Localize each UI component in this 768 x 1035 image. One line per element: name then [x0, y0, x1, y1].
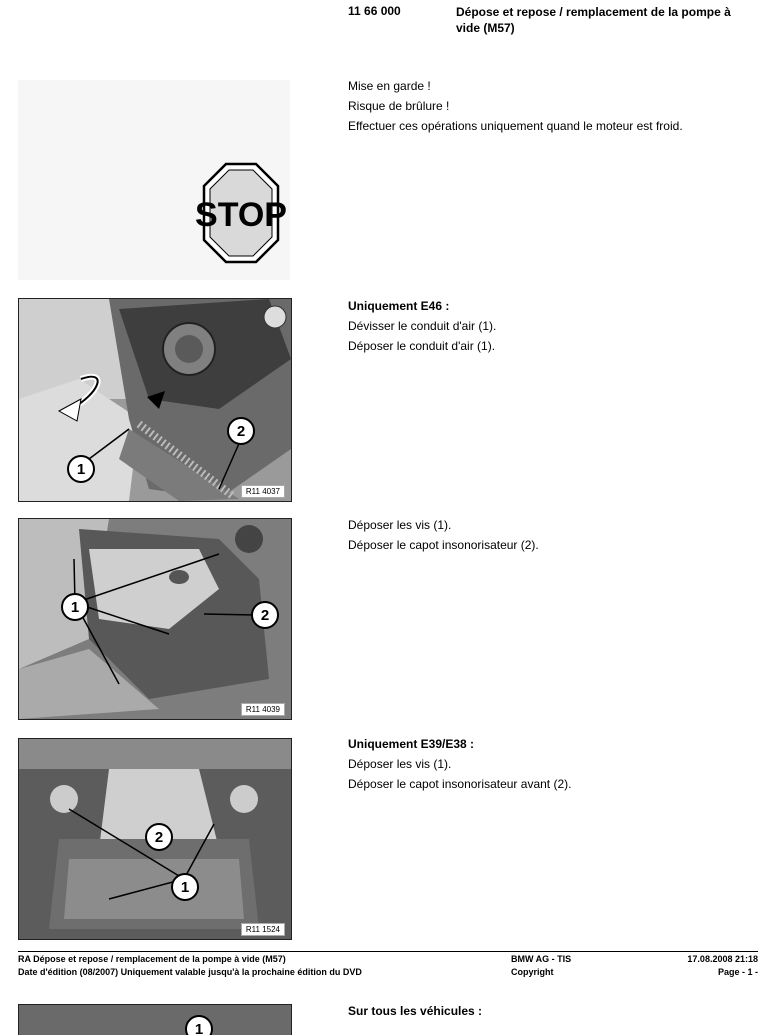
footer-publisher: BMW AG - TIS	[511, 954, 572, 964]
step-3-text	[348, 734, 758, 794]
step-2-text	[348, 515, 758, 555]
warning-text	[348, 76, 758, 136]
image-ref: R11 4039	[241, 703, 285, 716]
callout-2: 2	[154, 829, 164, 846]
step-1-text	[348, 296, 758, 356]
image-ref: R11 1524	[241, 923, 285, 936]
warning-line: Risque de brûlure !	[348, 99, 450, 113]
step-4-heading: Sur tous les véhicules :	[348, 1004, 483, 1018]
footer-doc-info	[18, 953, 488, 979]
step-line: Déposer les vis (1).	[348, 757, 452, 771]
callout-2: 2	[260, 607, 270, 624]
stop-sign-icon	[18, 80, 290, 280]
engine-photo-acoustic-cover	[18, 518, 292, 720]
step-heading: Uniquement E39/E38 :	[348, 737, 475, 751]
section-code: 11 66 000	[348, 4, 401, 18]
step-line: Déposer le capot insonorisateur avant (2).	[348, 777, 572, 791]
engine-photo-next-page	[18, 1004, 292, 1035]
warning-line: Mise en garde !	[348, 79, 431, 93]
step-line: Déposer le capot insonorisateur (2).	[348, 538, 539, 552]
page-title: Dépose et repose / remplacement de la pompe à vide (M57)	[456, 5, 731, 35]
footer-publisher-info	[511, 953, 631, 979]
engine-photo-e39-e38	[18, 738, 292, 940]
footer-divider	[18, 951, 758, 952]
footer-doc-title: RA Dépose et repose / remplacement de la pompe à vide (M57)	[18, 954, 286, 964]
callout-2: 2	[236, 423, 246, 440]
footer-date-page	[640, 953, 758, 979]
callout-1: 1	[194, 1021, 204, 1035]
stop-sign-text: STOP	[195, 196, 287, 234]
image-ref: R11 4037	[241, 485, 285, 498]
step-line: Dévisser le conduit d'air (1).	[348, 319, 497, 333]
step-line: Déposer les vis (1).	[348, 518, 452, 532]
callout-1: 1	[76, 461, 86, 478]
stop-sign-panel	[18, 80, 290, 280]
footer-edition: Date d'édition (08/2007) Uniquement valable jusqu'à la prochaine édition du DVD	[18, 967, 362, 977]
footer-page-number: Page - 1 -	[717, 967, 758, 977]
step-heading: Uniquement E46 :	[348, 299, 450, 313]
footer-datetime: 17.08.2008 21:18	[687, 954, 758, 964]
engine-photo-e46-air-duct	[18, 298, 292, 502]
warning-line: Effectuer ces opérations uniquement quand le moteur est froid.	[348, 119, 683, 133]
callout-1: 1	[180, 879, 190, 896]
callout-1: 1	[70, 599, 80, 616]
footer-copyright: Copyright	[511, 967, 554, 977]
step-line: Déposer le conduit d'air (1).	[348, 339, 496, 353]
